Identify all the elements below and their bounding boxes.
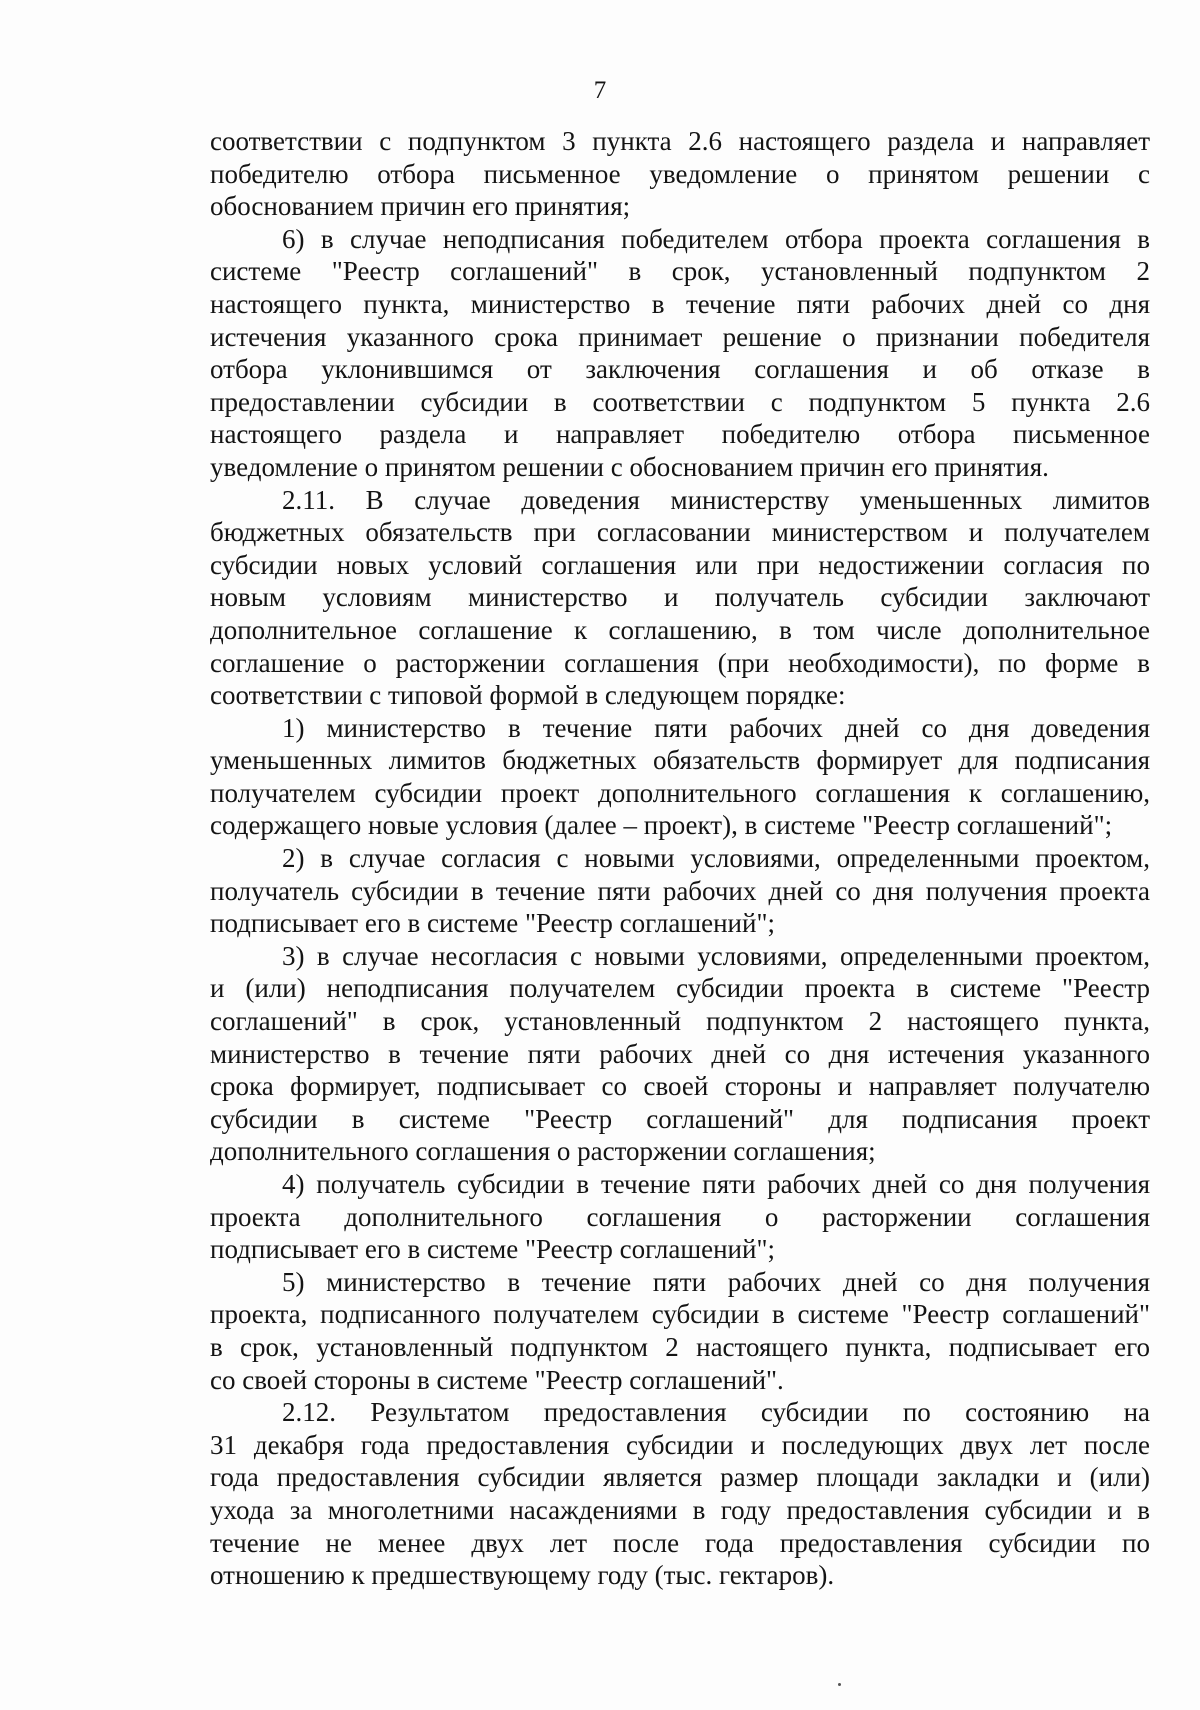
page-number: 7 bbox=[593, 77, 607, 104]
text-line: 5) министерство в течение пяти рабочих дней со дня получения bbox=[282, 1266, 1150, 1297]
text-line: уведомление о принятом решении с обоснованием причин его принятия. bbox=[210, 451, 1049, 482]
text-line: соответствии с подпунктом 3 пункта 2.6 настоящего раздела и направляет bbox=[210, 126, 1150, 156]
scan-speck bbox=[838, 1683, 841, 1686]
text-line: в срок, установленный подпунктом 2 настоящего пункта, подписывает его bbox=[210, 1331, 1150, 1362]
document-body bbox=[210, 125, 1150, 1592]
text-line: соответствии с типовой формой в следующем порядке: bbox=[210, 680, 846, 711]
text-line: отбора уклонившимся от заключения соглашения и об отказе в bbox=[210, 354, 1150, 385]
text-line: соглашений" в срок, установленный подпунктом 2 настоящего пункта, bbox=[210, 1006, 1150, 1037]
text-line: срока формирует, подписывает со своей стороны и направляет получателю bbox=[210, 1071, 1150, 1102]
text-line: субсидии в системе "Реестр соглашений" для подписания проект bbox=[210, 1103, 1150, 1134]
text-line: 2) в случае согласия с новыми условиями, определенными проектом, bbox=[282, 843, 1150, 874]
text-line: дополнительное соглашение к соглашению, в том числе дополнительное bbox=[210, 614, 1150, 645]
text-line: настоящего пункта, министерство в течение пяти рабочих дней со дня bbox=[210, 288, 1150, 319]
text-line: министерство в течение пяти рабочих дней со дня истечения указанного bbox=[210, 1038, 1150, 1069]
text-line: обоснованием причин его принятия; bbox=[210, 191, 631, 222]
text-line: содержащего новые условия (далее – проект), в системе "Реестр соглашений"; bbox=[210, 810, 1113, 841]
text-line: ухода за многолетними насаждениями в году предоставления субсидии и в bbox=[210, 1494, 1150, 1525]
text-line: победителю отбора письменное уведомление о принятом решении с bbox=[210, 158, 1150, 189]
text-line: 4) получатель субсидии в течение пяти рабочих дней со дня получения bbox=[282, 1169, 1150, 1199]
text-line: предоставлении субсидии в соответствии с подпунктом 5 пункта 2.6 bbox=[210, 386, 1150, 417]
text-line: дополнительного соглашения о расторжении соглашения; bbox=[210, 1136, 876, 1167]
text-line: 31 декабря года предоставления субсидии и последующих двух лет после bbox=[210, 1429, 1150, 1460]
text-line: 2.11. В случае доведения министерству уменьшенных лимитов bbox=[282, 484, 1150, 515]
text-line: субсидии новых условий соглашения или при недостижении согласия по bbox=[210, 549, 1150, 580]
text-line: года предоставления субсидии является размер площади закладки и (или) bbox=[210, 1462, 1150, 1493]
text-line: отношению к предшествующему году (тыс. гектаров). bbox=[210, 1560, 835, 1591]
text-line: соглашение о расторжении соглашения (при необходимости), по форме в bbox=[210, 647, 1150, 678]
text-line: системе "Реестр соглашений" в срок, установленный подпунктом 2 bbox=[210, 256, 1150, 287]
text-line: подписывает его в системе "Реестр соглашений"; bbox=[210, 908, 775, 939]
text-line: получатель субсидии в течение пяти рабочих дней со дня получения проекта bbox=[210, 875, 1150, 906]
text-line: истечения указанного срока принимает решение о признании победителя bbox=[210, 321, 1150, 352]
text-line: проекта дополнительного соглашения о расторжении соглашения bbox=[210, 1201, 1150, 1232]
text-line: уменьшенных лимитов бюджетных обязательств формирует для подписания bbox=[210, 745, 1150, 776]
text-line: со своей стороны в системе "Реестр соглашений". bbox=[210, 1364, 784, 1395]
text-line: бюджетных обязательств при согласовании министерством и получателем bbox=[210, 517, 1150, 548]
text-line: 3) в случае несогласия с новыми условиями, определенными проектом, bbox=[282, 940, 1150, 971]
text-line: подписывает его в системе "Реестр соглашений"; bbox=[210, 1234, 775, 1265]
text-line: течение не менее двух лет после года предоставления субсидии по bbox=[210, 1527, 1150, 1558]
text-line: получателем субсидии проект дополнительного соглашения к соглашению, bbox=[210, 777, 1150, 808]
text-line: настоящего раздела и направляет победителю отбора письменное bbox=[210, 419, 1150, 450]
text-line: 6) в случае неподписания победителем отбора проекта соглашения в bbox=[282, 223, 1150, 254]
text-line: 2.12. Результатом предоставления субсидии по состоянию на bbox=[282, 1397, 1150, 1428]
text-line: и (или) неподписания получателем субсидии проекта в системе "Реестр bbox=[210, 973, 1150, 1004]
text-line: новым условиям министерство и получатель субсидии заключают bbox=[210, 582, 1150, 613]
text-line: 1) министерство в течение пяти рабочих дней со дня доведения bbox=[282, 712, 1150, 743]
text-line: проекта, подписанного получателем субсидии в системе "Реестр соглашений" bbox=[210, 1299, 1150, 1330]
